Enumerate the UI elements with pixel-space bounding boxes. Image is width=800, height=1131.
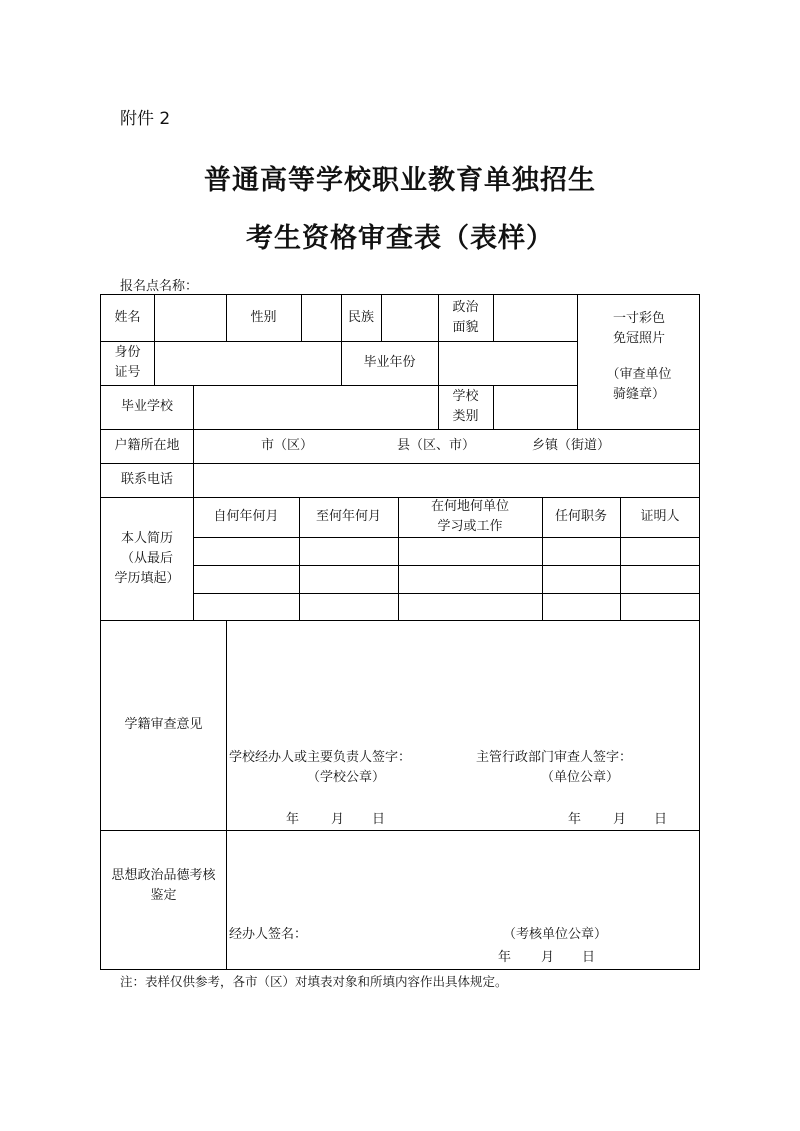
ethnicity-label: 民族 (347, 310, 374, 325)
unit-seal-label: （考核单位公章） (503, 927, 608, 942)
resume-col-where: 在何地何单位 学习或工作 (430, 499, 509, 534)
school-type-field[interactable] (494, 385, 577, 429)
school-date-month: 月 (331, 812, 345, 827)
phone-label: 联系电话 (120, 472, 173, 487)
attachment-label: 附件 2 (120, 109, 171, 129)
resume-label: 本人简历 （从最后 学历填起） (114, 530, 180, 586)
qualification-form-table (100, 294, 700, 970)
resume-col-from: 自何年何月 (213, 509, 279, 524)
school-type-label: 学校 类别 (452, 389, 479, 424)
school-review-label: 学籍审查意见 (124, 717, 203, 732)
resume-col-position: 任何职务 (554, 509, 607, 524)
moral-date-day: 日 (582, 950, 596, 965)
handler-signature-label: 经办人签名： (229, 927, 308, 942)
dept-seal-label: （单位公章） (541, 770, 620, 785)
rule (193, 565, 700, 566)
resume-col-witness: 证明人 (640, 509, 680, 524)
town-label: 乡镇（街道） (532, 438, 611, 453)
moral-date-year: 年 (498, 950, 512, 965)
school-date-day: 日 (372, 812, 386, 827)
school-seal-label: （学校公章） (307, 770, 386, 785)
id-number-label: 身份 证号 (114, 345, 141, 380)
graduation-year-label: 毕业年份 (363, 355, 416, 370)
gender-label: 性别 (250, 310, 277, 325)
id-number-field[interactable] (155, 341, 341, 385)
political-status-field[interactable] (494, 295, 577, 341)
gender-field[interactable] (302, 295, 341, 341)
name-field[interactable] (155, 295, 226, 341)
household-label: 户籍所在地 (114, 438, 180, 453)
county-label: 县（区、市） (397, 438, 476, 453)
moral-date-month: 月 (541, 950, 555, 965)
page-subtitle: 考生资格审查表（表样） (246, 223, 554, 254)
school-signature-label: 学校经办人或主要负责人签字： (229, 750, 412, 765)
dept-date-year: 年 (568, 812, 582, 827)
school-date-year: 年 (286, 812, 300, 827)
footnote: 注：表样仅供参考，各市（区）对填表对象和所填内容作出具体规定。 (120, 974, 508, 989)
dept-signature-label: 主管行政部门审查人签字： (476, 750, 633, 765)
rule (193, 593, 700, 594)
phone-field[interactable] (194, 463, 700, 497)
dept-date-month: 月 (613, 812, 627, 827)
ethnicity-field[interactable] (382, 295, 438, 341)
city-label: 市（区） (261, 438, 314, 453)
graduation-year-field[interactable] (439, 341, 577, 385)
graduation-school-label: 毕业学校 (120, 399, 173, 414)
registration-point-label: 报名点名称： (120, 279, 199, 294)
page-title: 普通高等学校职业教育单独招生 (204, 165, 596, 196)
resume-col-to: 至何年何月 (315, 509, 381, 524)
rule (193, 537, 700, 538)
photo-box: 一寸彩色 免冠照片 （审查单位 骑缝章） (606, 311, 672, 402)
graduation-school-field[interactable] (194, 385, 438, 429)
dept-date-day: 日 (654, 812, 668, 827)
rule (226, 620, 227, 970)
name-label: 姓名 (114, 310, 141, 325)
political-status-label: 政治 面貌 (452, 300, 479, 335)
moral-review-label: 思想政治品德考核 鉴定 (111, 868, 216, 903)
